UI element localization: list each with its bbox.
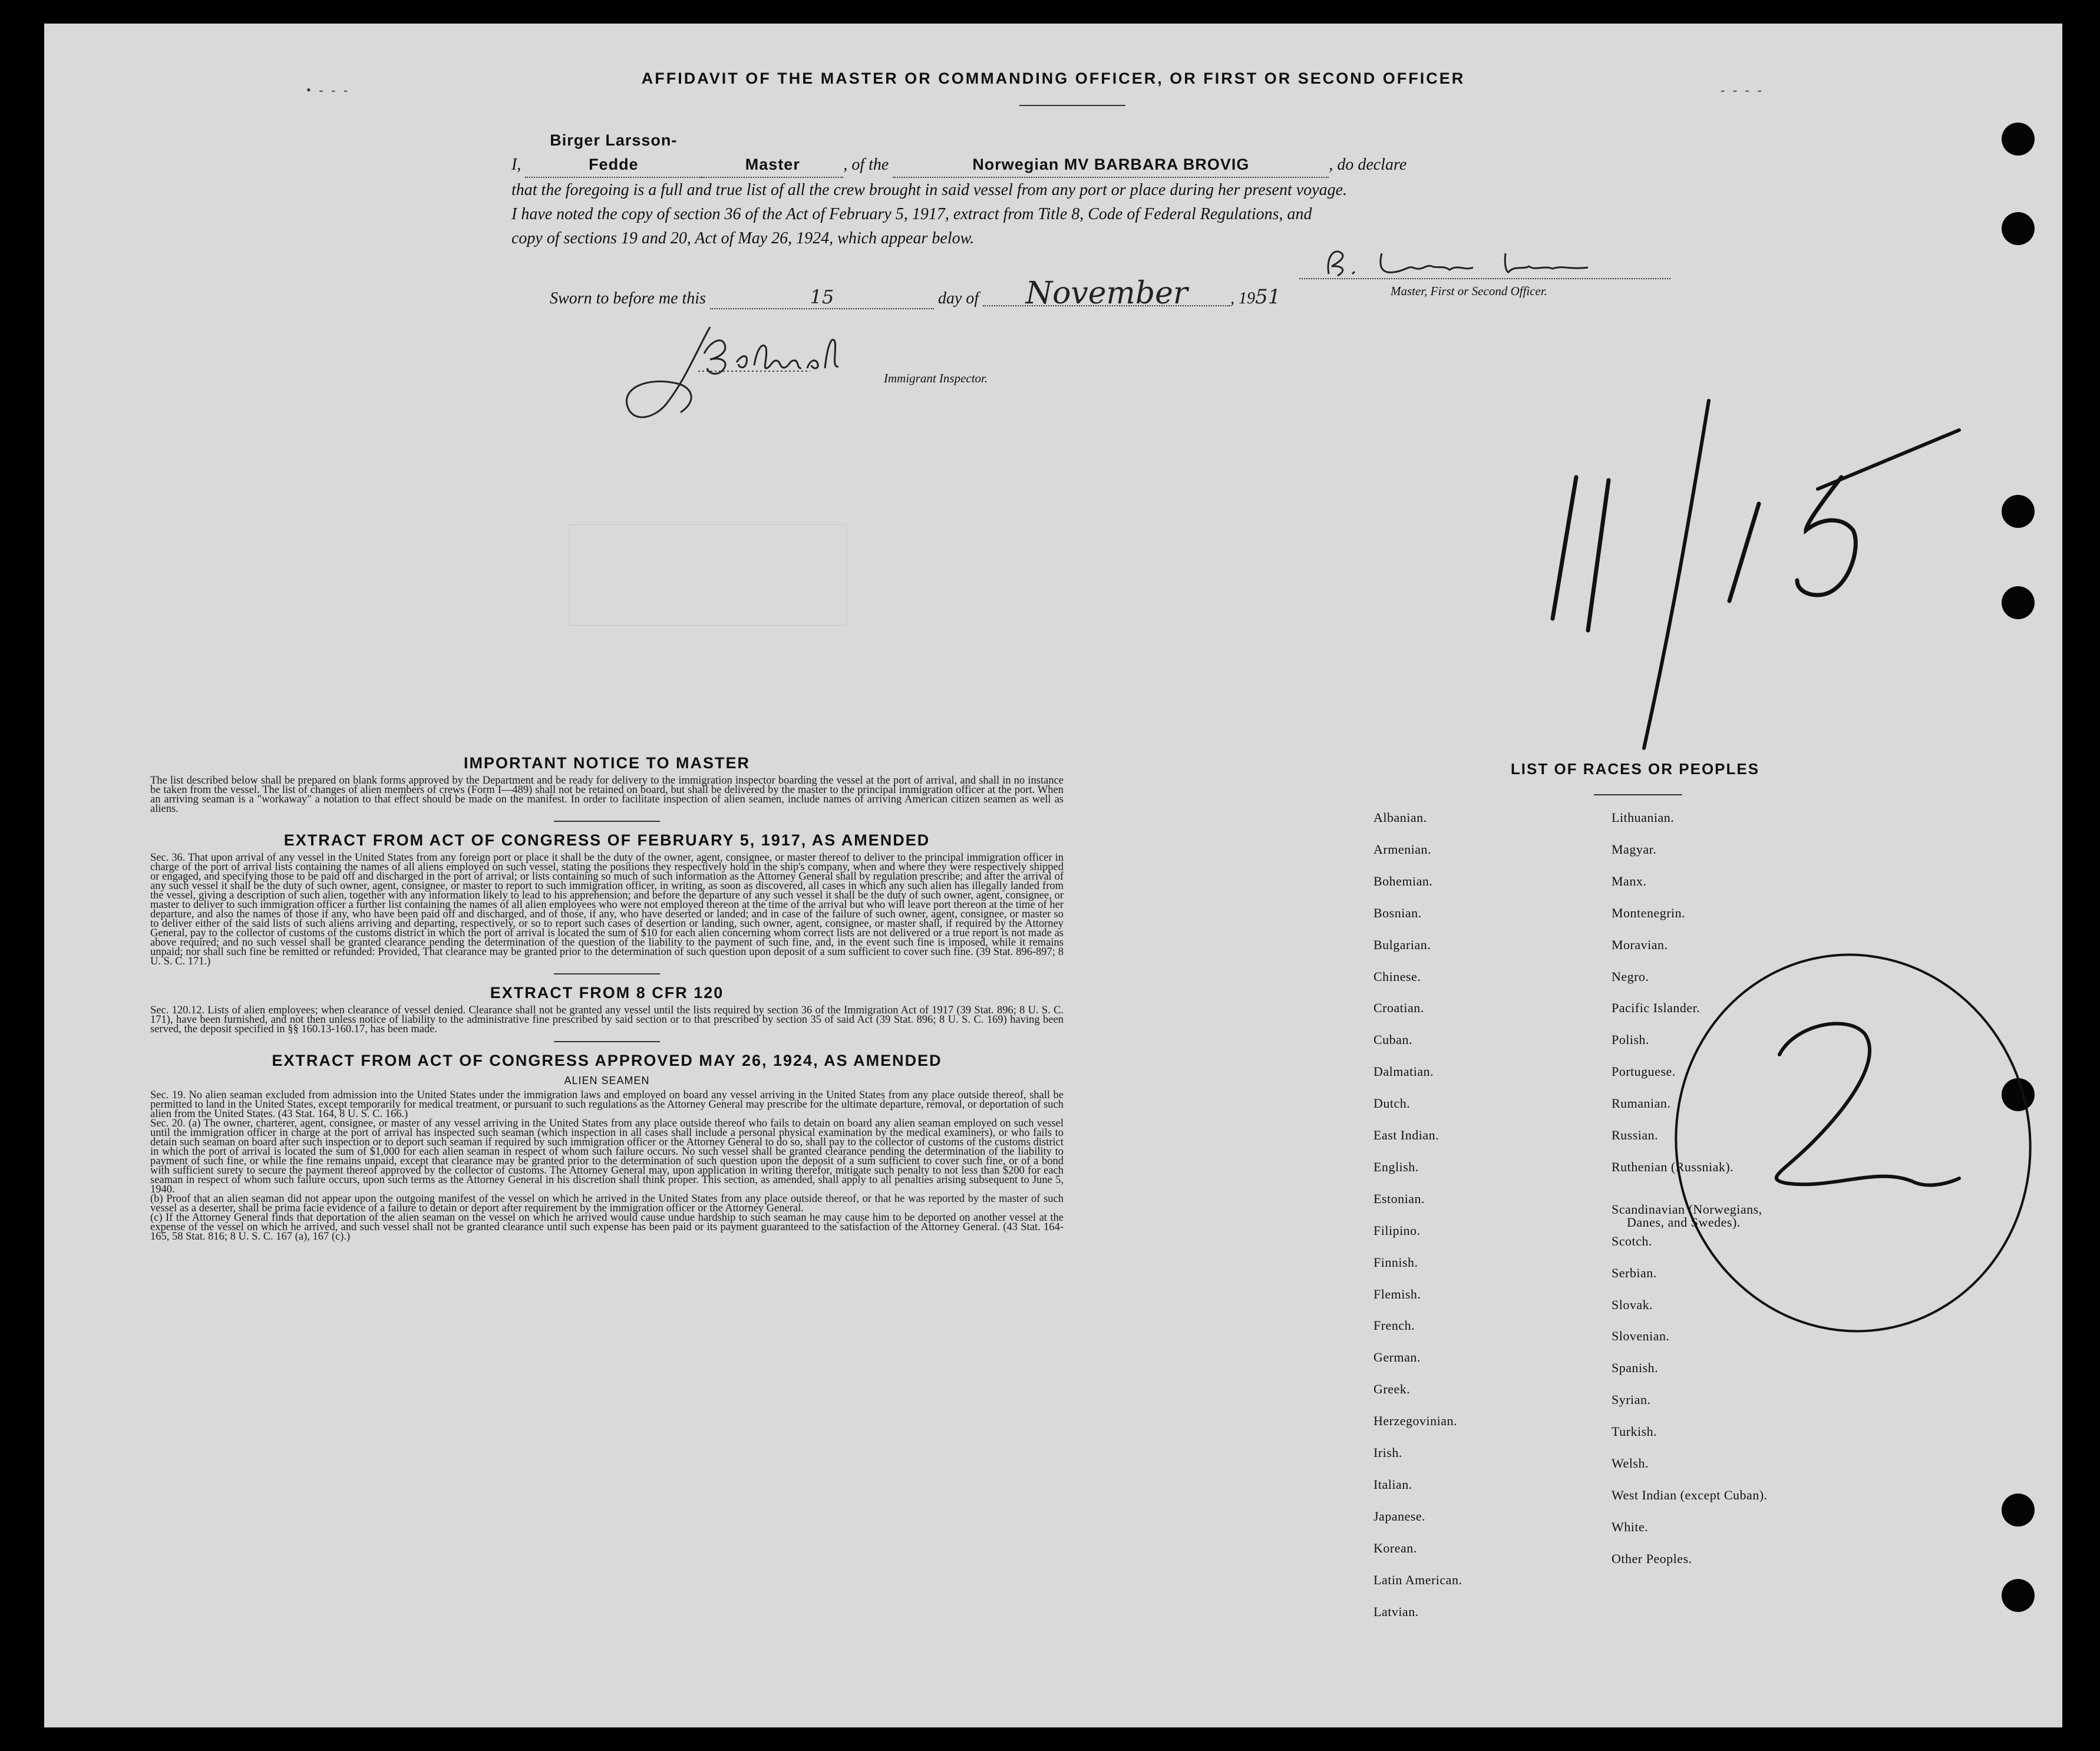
race-item: Russian.: [1612, 1128, 1659, 1142]
race-item: Finnish.: [1373, 1254, 1418, 1270]
punch-hole: [2002, 1579, 2035, 1612]
race-item: French.: [1373, 1318, 1415, 1333]
master-name: Birger Larsson-Fedde: [550, 131, 678, 173]
inspector-caption: Immigrant Inspector.: [884, 371, 988, 385]
extract-cfr-body: Sec. 120.12. Lists of alien employees; when clearance of vessel denied. Clearance shall not be granted any vessel until the lists required by section 36 of the Immigration Act of 1917 (39 Stat. 896; 8 U. S. C. 171), have been furnished, and not then unless notice of liability to the administrative fine prescribed by said section or to that prescribed by section 35 of said Act (39 Stat. 896; 8 U. S. C. 169) having been served, the deposit specified in §§ 160.13-160.17, has been made.: [150, 1005, 1064, 1035]
race-item: Cuban.: [1373, 1032, 1412, 1048]
race-item: Dalmatian.: [1373, 1064, 1434, 1079]
race-item: Latvian.: [1373, 1604, 1419, 1619]
race-item: Dutch.: [1373, 1096, 1411, 1111]
race-item: Filipino.: [1373, 1223, 1421, 1238]
extract-cfr-title: EXTRACT FROM 8 CFR 120: [490, 984, 724, 1002]
race-item: Slovak.: [1612, 1297, 1653, 1312]
races-title-underline: [1594, 794, 1682, 795]
race-item: Negro.: [1612, 969, 1649, 984]
race-item: Bosnian.: [1373, 905, 1422, 920]
race-item: Japanese.: [1373, 1508, 1426, 1524]
race-item: Moravian.: [1612, 937, 1668, 952]
race-item: Other Peoples.: [1612, 1551, 1692, 1566]
extract-1924-sec20b: (b) Proof that an alien seaman did not appear upon the outgoing manifest of the vessel on which he arrived in the United States from any place outside thereof, or that he was reported by the master of such vessel as a deserter, shall be prima facie evidence of a failure to detain or deport after requirement by the immigration officer or the Attorney General.: [150, 1193, 1064, 1214]
race-item: Scotch.: [1612, 1233, 1652, 1248]
vessel-name: Norwegian MV BARBARA BROVIG: [972, 156, 1250, 173]
race-item: Latin American.: [1373, 1572, 1462, 1587]
sworn-prefix: Sworn to before me this: [550, 289, 706, 308]
registration-mark: • - - -: [306, 82, 351, 97]
declaration-mid: , of the: [843, 156, 889, 174]
race-item: Rumanian.: [1612, 1096, 1671, 1111]
punch-hole: [2002, 123, 2035, 156]
race-item: Bulgarian.: [1373, 937, 1431, 952]
race-item: Montenegrin.: [1612, 905, 1686, 920]
race-item: Bohemian.: [1373, 873, 1433, 888]
punch-hole: [2002, 495, 2035, 528]
sworn-day: 15: [710, 286, 934, 309]
notice-body: The list described below shall be prepared on blank forms approved by the Department and be ready for delivery to the immigration inspector boarding the vessel at the port of arrival, and shall in no instance be taken from the vessel. The list of changes of alien members of crews (Form I—489) shall not be retained on board, but shall be delivered by the master to the principal immigration officer at the port. When an arriving seaman is a "workaway" a notation to that effect should be made on the manifest. In order to facilitate inspection of alien seamen, include names of arriving American citizen seamen as well as aliens.: [150, 775, 1064, 815]
extract-1924-title: EXTRACT FROM ACT OF CONGRESS APPROVED MAY 26, 1924, AS AMENDED: [272, 1052, 942, 1069]
race-item: Herzegovinian.: [1373, 1413, 1457, 1429]
race-item: Chinese.: [1373, 969, 1421, 984]
race-item: Danes, and Swedes).: [1627, 1214, 1741, 1230]
race-item: Armenian.: [1373, 841, 1431, 857]
section-divider: [554, 1041, 660, 1042]
race-item: Turkish.: [1612, 1424, 1657, 1439]
extract-1924-sec20c: (c) If the Attorney General finds that deportation of the alien seaman on the vessel on which he arrived would cause undue hardship to such seaman he may cause him to be deported on another vessel at the expense of the vessel on which he arrived, and such vessel shall not be granted clearance until such expense has been paid or its payment guaranteed to the satisfaction of the Attorney General. (43 Stat. 164-165, 58 Stat. 816; 8 U. S. C. 167 (a), 167 (c).): [150, 1212, 1064, 1243]
handwritten-date-mark: [1500, 353, 1971, 778]
race-item: Croatian.: [1373, 1000, 1424, 1016]
race-item: Korean.: [1373, 1540, 1417, 1555]
race-item: Ruthenian (Russniak).: [1612, 1159, 1734, 1174]
race-item: Greek.: [1373, 1382, 1411, 1397]
race-item: West Indian (except Cuban).: [1612, 1487, 1768, 1502]
declaration-line-3: I have noted the copy of section 36 of the Act of February 5, 1917, extract from Title 8, Code of Federal Regulations, and: [511, 205, 1312, 223]
officer-signature: [1311, 242, 1665, 283]
affidavit-title: AFFIDAVIT OF THE MASTER OR COMMANDING OFFICER, OR FIRST OR SECOND OFFICER: [641, 70, 1465, 87]
faded-stamp: [569, 524, 847, 626]
vessel-field: [893, 153, 1329, 178]
extract-1924-sec19: Sec. 19. No alien seaman excluded from admission into the United States under the immigration laws and employed on board any vessel arriving in the United States from any place outside thereof, shall be permitted to land in the United States, except temporarily for medical treatment, or pursuant to such regulations as the Attorney General may prescribe for the ultimate departure, removal, or deportation of such alien from the United States. (43 Stat. 164, 8 U. S. C. 166.): [150, 1089, 1064, 1120]
extract-1924-sec20a: Sec. 20. (a) The owner, charterer, agent, consignee, or master of any vessel arriving in the United States from any place outside thereof who fails to detain on board any alien seaman employed on such vessel until the immigration officer in charge at the port of arrival has inspected such seaman (which inspection in all cases shall include a personal physical examination by the medical examiners), or who fails to detain such seaman on board after such inspection or to deport such seaman if required by such immigration officer or the Attorney General to do so, shall pay to the collector of customs of the customs district in which the port of arrival is located the sum of $1,000 for each alien seaman in respect of whom such failure occurs. No such vessel shall be granted clearance pending the determination of the liability to payment of such fine, or while the fine remains unpaid, except that clearance may be granted prior to the determination of such question upon the deposit of a sum sufficient to cover such fine, or of a bond with sufficient surety to secure the payment thereof approved by the collector of customs. The Attorney General may, upon application in writing therefor, mitigate such penalty to not less than $200 for each seaman in respect of whom such failure occurs, upon such terms as the Attorney General in his discretion shall think proper. This section, as amended, shall apply to all penalties arising subsequent to June 5, 1940.: [150, 1118, 1064, 1195]
race-item: Albanian.: [1373, 810, 1427, 825]
race-item: Flemish.: [1373, 1286, 1421, 1301]
race-item: Manx.: [1612, 873, 1647, 888]
extract-1917-title: EXTRACT FROM ACT OF CONGRESS OF FEBRUARY 5, 1917, AS AMENDED: [283, 831, 930, 849]
race-item: Portuguese.: [1612, 1064, 1676, 1079]
race-item: Pacific Islander.: [1612, 1000, 1701, 1016]
master-name-field: [525, 128, 702, 178]
race-item: Polish.: [1612, 1032, 1650, 1048]
sworn-line: [550, 276, 1281, 311]
race-item: Syrian.: [1612, 1392, 1651, 1408]
document-page: [44, 24, 2062, 1727]
declaration-line-4: copy of sections 19 and 20, Act of May 26, 1924, which appear below.: [511, 229, 975, 247]
extract-1917-body: Sec. 36. That upon arrival of any vessel in the United States from any foreign port or place it shall be the duty of the owner, agent, consignee, or master thereof to deliver to the principal immigration officer in charge of the port of arrival lists containing the names of all aliens employed on such vessel, stating the positions they respectively hold in the ship's company, when and where they were respectively shipped or engaged, and specifying those to be paid off and discharged in the port of arrival; or lists containing so much of such information as the Attorney General shall by regulation prescribe; and after the arrival of any such vessel it shall be the duty of such owner, agent, consignee, or master to report to such immigration officer, in writing, as soon as discovered, all cases in which any such alien has illegally landed from the vessel, giving a description of such alien, together with any information likely to lead to his apprehension; and before the departure of any such vessel it shall be the duty of such owner, agent, consignee, or master to deliver to such immigration officer a further list containing the names of all alien employees who were not employed thereon at the time of the arrival but who will leave port thereon at the time of her departure, and also the names of those if any, who have been paid off and discharged, and of those, if any, who have deserted or landed; and in case of the failure of such owner, agent, consignee, or master so to deliver either of the said lists of such aliens arriving and departing, respectively, or so to report such cases of desertion or landing, such owner, agent, consignee, or master shall, if required by the Attorney General, pay to the collector of customs of the customs district in which the port of arrival is located the sum of $10 for each alien concerning whom correct lists are not delivered or a true report is not made as above required; and no such vessel shall be granted clearance pending the determination of the question of the liability to the payment of such fine, and, in the event such fine is imposed, while it remains unpaid; nor shall such fine be remitted or refunded: Provided, That clearance may be granted prior to the determination of such question upon deposit of a sum sufficient to cover such fine. (39 Stat. 896-897; 8 U. S. C. 171.): [150, 852, 1064, 967]
race-item: Estonian.: [1373, 1191, 1425, 1206]
title-underline: [1019, 105, 1125, 106]
sworn-year-prefix: , 19: [1230, 289, 1256, 308]
race-item: German.: [1373, 1350, 1421, 1365]
officer-caption: Master, First or Second Officer.: [1391, 284, 1547, 298]
race-item: Italian.: [1373, 1476, 1412, 1492]
race-item: Magyar.: [1612, 841, 1657, 857]
declaration-prefix: I,: [511, 156, 521, 174]
race-item: Irish.: [1373, 1445, 1402, 1460]
punch-hole: [2002, 1494, 2035, 1527]
sworn-year: 51: [1255, 285, 1281, 309]
rank-field: [702, 153, 843, 178]
race-item: Lithuanian.: [1612, 810, 1675, 825]
circled-number-annotation: [1653, 931, 2062, 1343]
extract-1924-subtitle: ALIEN SEAMEN: [564, 1075, 650, 1086]
declaration-line-1: [511, 128, 1690, 178]
race-item: Serbian.: [1612, 1265, 1657, 1280]
notice-title: IMPORTANT NOTICE TO MASTER: [464, 754, 750, 772]
rank: Master: [745, 156, 800, 173]
races-title: LIST OF RACES OR PEOPLES: [1510, 760, 1760, 778]
registration-mark: - - - -: [1721, 82, 1764, 97]
sworn-month: November: [983, 282, 1230, 306]
race-item: Slovenian.: [1612, 1329, 1670, 1344]
section-divider: [554, 821, 660, 822]
race-item: Scandinavian (Norwegians,: [1612, 1201, 1762, 1217]
declaration-line-2: that the foregoing is a full and true list of all the crew brought in said vessel from any port or place during her present voyage.: [511, 181, 1348, 199]
race-item: Spanish.: [1612, 1360, 1659, 1376]
legal-text-column: [150, 754, 1064, 1241]
date-mark-text: [1694, 583, 1695, 584]
punch-hole: [2002, 212, 2035, 245]
sworn-mid: day of: [937, 289, 979, 308]
declaration-text: [511, 128, 1690, 250]
race-item: East Indian.: [1373, 1128, 1439, 1142]
race-item: Welsh.: [1612, 1456, 1649, 1471]
race-item: English.: [1373, 1159, 1419, 1174]
punch-hole: [2002, 586, 2035, 619]
race-item: White.: [1612, 1519, 1649, 1534]
section-divider: [554, 973, 660, 974]
declaration-suffix: , do declare: [1329, 156, 1407, 174]
